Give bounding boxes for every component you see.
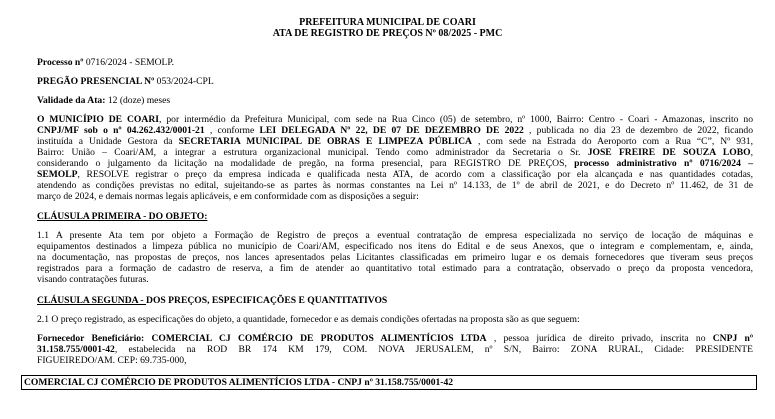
intro-text: , com sede na Estrada do Aeroporto com a Rua “C”, Nº 931,: [471, 136, 753, 147]
intro-text: instituída a Unidade Gestora da: [37, 136, 179, 147]
intro-line-2: [37, 125, 753, 136]
fornecedor-cnpj: 31.158.755/0001-42: [37, 344, 115, 355]
document-header-line2: ATA DE REGISTRO DE PREÇOS Nº 08/2025 - PMC: [272, 28, 503, 39]
validade-value: 12 (doze) meses: [105, 95, 171, 106]
semolp-label: SEMOLP: [37, 169, 78, 180]
administrador-name: JOSE FREIRE DE SOUZA LOBO: [587, 147, 751, 158]
cnpj-label: CNPJ nº: [712, 333, 754, 344]
clausula2-line-1: 2.1 O preço registrado, as especificações do objeto, a quantidade, fornecedor e as demais condições ofertadas na proposta são as que seguem:: [37, 314, 580, 325]
intro-text: atendendo as condições previstas no edital, sujeitando-se as partes às normas constantes na Lei nº 14.133, de 1º de abril de 2021, e do Decreto nº 11.462, de 31 de: [37, 180, 753, 191]
pregao-label: PREGÃO PRESENCIAL Nº: [37, 76, 155, 87]
intro-text: , publicada no dia 23 de dezembro de 2022, ficando: [523, 125, 754, 136]
clausula-primeira-title: CLÁUSULA PRIMEIRA - DO OBJETO:: [37, 211, 208, 222]
clausula-segunda-label: CLÁUSULA SEGUNDA -: [37, 295, 147, 306]
clausula-segunda-subject: DOS PREÇOS, ESPECIFICAÇÕES E QUANTITATIVOS: [146, 295, 388, 306]
clausula1-line-5: visando contratações futuras.: [37, 274, 149, 285]
intro-text: , RESOLVE registrar o preço da empresa indicada e qualificada nesta ATA, de acordo com a classificação por ela alcançada e nas quantidades cotadas,: [77, 169, 753, 180]
clausula-segunda-title: [37, 295, 753, 306]
validade-line: [37, 95, 753, 106]
intro-line-8: março de 2024, e demais normas legais aplicáveis, e em conformidade com as disposições a seguir:: [37, 191, 419, 202]
pregao-value: 053/2024-CPL: [154, 76, 214, 87]
clausula1-text: na documentação, nas propostas de preços, nos lances apresentados pelas Licitantes classificadas em primeiro lugar e os demais fornecedores que tiveram seus preços: [37, 252, 753, 263]
lei-delegada: LEI DELEGADA Nº 22, DE 07 DE DEZEMBRO DE 2022: [259, 125, 524, 136]
intro-line-7: [37, 180, 753, 191]
intro-line-6: [37, 169, 753, 180]
intro-text: , conforme: [204, 125, 260, 136]
municipio-name: O MUNICÍPIO DE COARI: [37, 114, 159, 125]
intro-text: Bairro: União – Coari/AM, a integrar a estrutura organizacional municipal. Tendo como administrador da Secretaria o Sr.: [37, 147, 588, 158]
processo-label: Processo nº: [37, 57, 84, 68]
clausula1-text: 1.1 A presente Ata tem por objeto a Formação de Registro de preços a eventual contratação de empresa especializada no serviço de locação de máquinas e: [37, 230, 753, 241]
processo-value: 0716/2024 - SEMOLP.: [83, 57, 175, 68]
price-table-header-text: COMERCIAL CJ COMÉRCIO DE PRODUTOS ALIMENTÍCIOS LTDA - CNPJ nº 31.158.755/0001-42: [24, 377, 454, 388]
fornecedor-address: , estabelecida na ROD BR 174 KM 179, COM. NOVA JERUSALEM, nº S/N, Bairro: ZONA RURAL, Cidade: PRESIDENTE: [114, 344, 753, 355]
fornecedor-text: , pessoa jurídica de direito privado, inscrita no: [486, 333, 713, 344]
clausula1-line-4: [37, 263, 753, 274]
processo-administrativo: processo administrativo nº 0716/2024 –: [574, 158, 753, 169]
intro-line-5: [37, 158, 753, 169]
intro-line-1: [37, 114, 753, 125]
fornecedor-name: COMERCIAL CJ COMÉRCIO DE PRODUTOS ALIMENTÍCIOS LTDA: [144, 333, 487, 344]
intro-line-4: [37, 147, 753, 158]
secretaria-name: SECRETARIA MUNICIPAL DE OBRAS E LIMPEZA PÚBLICA: [178, 136, 472, 147]
clausula1-line-1: [37, 230, 753, 241]
clausula1-text: equipamentos destinados a limpeza pública no município de Coari/AM, especificado nos itens do Edital e de seus Anexos, que o integram e complementam, e, ainda,: [37, 241, 753, 252]
fornecedor-label: Fornecedor Beneficiário:: [37, 333, 145, 344]
fornecedor-line-3: FIGUEIREDO/AM. CEP: 69.735-000,: [37, 355, 187, 366]
document-header-line1: PREFEITURA MUNICIPAL DE COARI: [299, 17, 476, 28]
validade-label: Validade da Ata:: [37, 95, 106, 106]
clausula1-line-2: [37, 241, 753, 252]
intro-text: ,: [750, 147, 753, 158]
clausula1-text: registrados para a formação de cadastro de reserva, a fim de atender ao quantitativo total estimado para a contratação, observado o preço da proposta vencedora,: [37, 263, 753, 274]
cnpj-municipio: CNPJ/MF sob o nº 04.262.432/0001-21: [37, 125, 205, 136]
fornecedor-line-1: [37, 333, 753, 344]
clausula1-line-3: [37, 252, 753, 263]
intro-text: , por intermédio da Prefeitura Municipal, com sede na Rua Cinco (05) de setembro, nº 1000, Bairro: Centro - Coari - Amazonas, inscrito no: [159, 114, 753, 125]
fornecedor-line-2: [37, 344, 753, 355]
pregao-line: [37, 76, 753, 87]
intro-line-3: [37, 136, 753, 147]
processo-line: [37, 57, 753, 68]
intro-text: considerando o julgamento da licitação na modalidade de pregão, na forma presencial, para REGISTRO DE PREÇOS,: [37, 158, 575, 169]
